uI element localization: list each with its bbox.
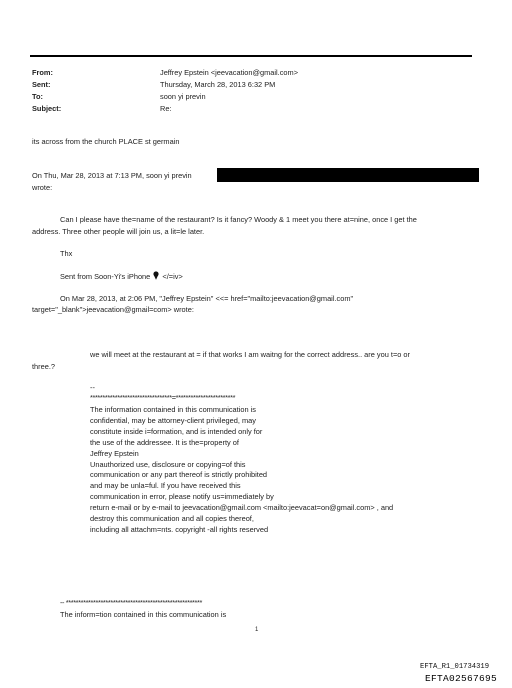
sent-label: Sent:: [32, 80, 51, 89]
to-label: To:: [32, 92, 43, 101]
sent-from-text: Sent from Soon-Yi's iPhone: [60, 272, 151, 281]
from-value: Jeffrey Epstein <jeevacation@gmail.com>: [160, 68, 299, 77]
meet-line-1: we will meet at the restaurant at = if that works I am waitng for the correct address.. are you t=o or: [90, 350, 410, 359]
meet-line-2: three.?: [32, 362, 56, 371]
subject-label: Subject:: [32, 104, 62, 113]
disclaimer-line: the use of the addressee. It is the=property of: [90, 437, 239, 447]
bates-number-1: EFTA_R1_01734319: [420, 663, 490, 671]
disclaimer-line: Jeffrey Epstein: [90, 448, 139, 458]
page-number: 1: [255, 627, 259, 633]
subject-value: Re:: [160, 104, 172, 113]
nested-intro-line-2: target="_blank">jeevacation@gmail=com> wrote:: [32, 305, 194, 314]
disclaimer-line: and may be unla=ful. If you have received this: [90, 481, 241, 491]
disclaimer-line: constitute inside i=formation, and is intended only for: [90, 426, 263, 436]
trailer-stars: -- *******************************************************: [60, 598, 202, 607]
trailer-info: The inform=tion contained in this communication is: [60, 610, 227, 619]
disclaimer-stars: *********************************=************************: [90, 393, 236, 402]
disclaimer-line: destroy this communication and all copies thereof,: [90, 514, 254, 524]
disclaimer-line: including all attachm=nts. copyright -all rights reserved: [90, 524, 269, 534]
to-value: soon yi previn: [160, 92, 206, 101]
message-line-2: address. Three other people will join us, a lit=le later.: [32, 227, 205, 236]
pin-icon: [153, 271, 159, 284]
redaction-box: [217, 168, 479, 182]
thanks-text: Thx: [60, 249, 73, 258]
disclaimer-line: communication or any part thereof is strictly prohibited: [90, 470, 268, 480]
disclaimer-line: communication in error, please notify us=immediately by: [90, 492, 274, 502]
disclaimer-line: The information contained in this communication is: [90, 405, 256, 414]
disclaimer-line: return e-mail or by e-mail to jeevacation@gmail.com <mailto:jeevacat=on@gmail.com> , and: [90, 503, 394, 513]
quote-intro: On Thu, Mar 28, 2013 at 7:13 PM, soon yi previn: [32, 171, 192, 180]
disclaimer-dashes: --: [90, 383, 95, 392]
sent-from-tail: </=iv>: [162, 272, 183, 281]
disclaimer-block: [90, 405, 393, 536]
message-line-1: Can I please have the=name of the restaurant? Is it fancy? Woody & 1 meet you there at=nine, once I get the: [60, 215, 417, 224]
header-top-rule: [30, 55, 472, 57]
bates-number-2: EFTA02567695: [425, 673, 498, 684]
from-label: From:: [32, 68, 53, 77]
disclaimer-line: confidential, may be attorney-client privileged, may: [90, 415, 256, 425]
sent-from-signature: [60, 271, 183, 284]
nested-intro-line-1: On Mar 28, 2013, at 2:06 PM, "Jeffrey Epstein" <<= href="mailto:jeevacation@gmail.com": [60, 294, 354, 303]
disclaimer-line: Unauthorized use, disclosure or copying=of this: [90, 459, 246, 469]
quote-intro-wrote: wrote:: [32, 183, 53, 192]
reply-text: its across from the church PLACE st germain: [32, 137, 180, 146]
sent-value: Thursday, March 28, 2013 6:32 PM: [160, 80, 276, 89]
